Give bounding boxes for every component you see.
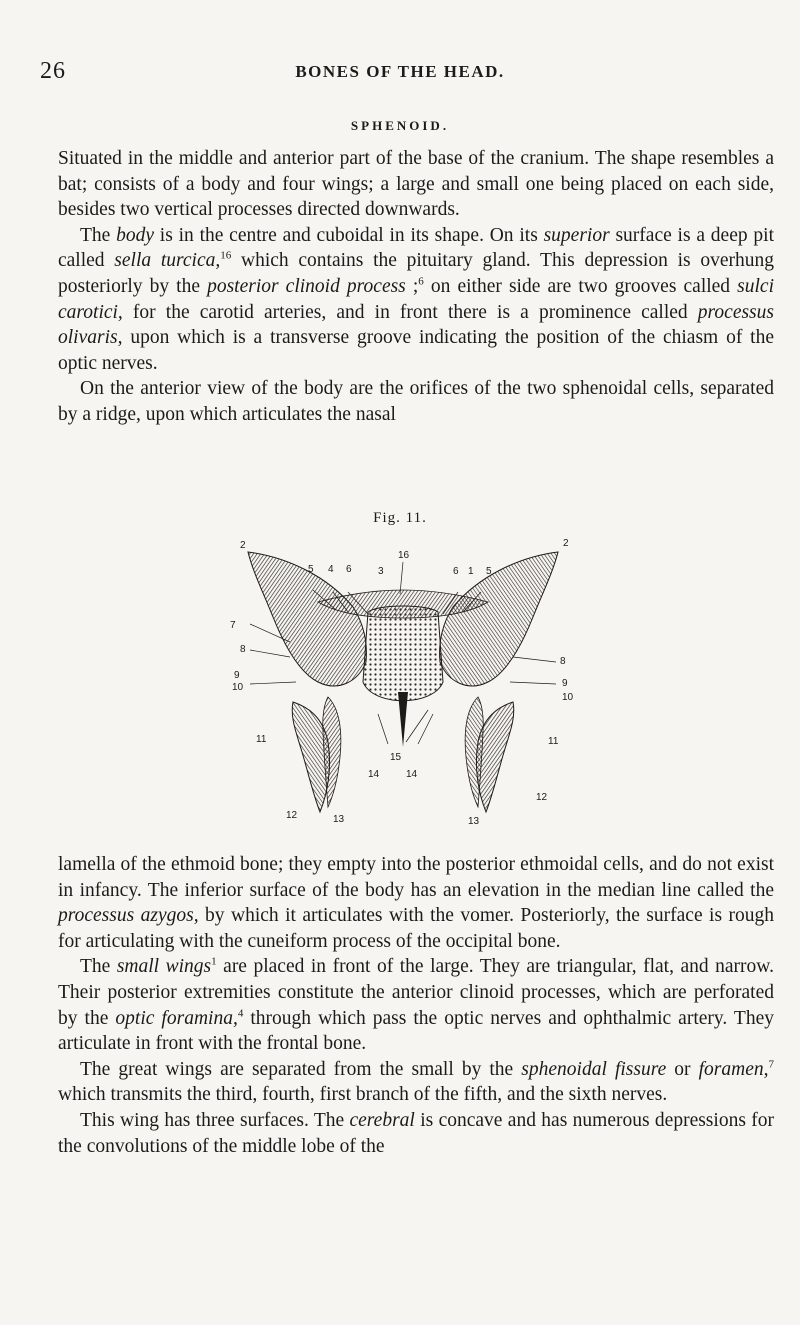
figure-ref: 16: [220, 249, 232, 262]
term-processus-azygos: processus azygos,: [58, 905, 199, 927]
label-9-left: 9: [234, 670, 240, 681]
term-sphenoidal-fissure: sphenoidal fissure: [521, 1058, 667, 1080]
label-13-left: 13: [333, 814, 345, 825]
label-14-left: 14: [368, 769, 380, 780]
body-text-bottom: [58, 852, 774, 1159]
body-text-top: [58, 146, 774, 428]
label-9-right: 9: [562, 678, 568, 689]
label-11-left: 11: [256, 734, 267, 745]
paragraph: lamella of the ethmoid bone; they empty into the posterior ethmoidal cells, and do not exist in infancy. The inferior surface of the body has an elevation in the median line called the processus azygos, by which it articulates with the vomer. Posteriorly, the surface is rough for articulating with the cuneiform process of the occipital bone.: [58, 854, 774, 952]
label-6-left: 6: [346, 564, 352, 575]
label-13-right: 13: [468, 816, 480, 827]
label-10-right: 10: [562, 692, 574, 703]
paragraph: The body is in the centre and cuboidal in its shape. On its superior surface is a deep pit called sella turcica,$^{16}$ which contains the pituitary gland. This depression is overhung posteriorly by the posterior clinoid process ;$^6$ on either side are two grooves called sulci carotici, for the carotid arteries, and in front there is a prominence called processus olivaris, upon which is a transverse groove indicating the position of the chiasm of the optic nerves.: [58, 224, 774, 374]
figure-ref: 1: [211, 955, 217, 968]
label-4: 4: [328, 564, 334, 575]
sphenoid-body: [363, 606, 443, 701]
term-optic-foramina: optic foramina,: [115, 1007, 238, 1029]
term-foramen: foramen,: [698, 1058, 769, 1080]
label-2-right: 2: [563, 538, 569, 549]
label-12-right: 12: [536, 792, 548, 803]
label-1: 1: [468, 566, 474, 577]
label-5-left: 5: [308, 564, 314, 575]
label-8-right: 8: [560, 656, 566, 667]
paragraph: The great wings are separated from the small by the sphenoidal fissure or foramen,$^7$ which transmits the third, fourth, first branch of the fifth, and the sixth nerves.: [58, 1058, 774, 1106]
paragraph: On the anterior view of the body are the orifices of the two sphenoidal cells, separated by a ridge, upon which articulates the nasal: [58, 378, 774, 425]
sphenoid-illustration: [228, 532, 578, 828]
term-posterior-clinoid-process: posterior clinoid process: [207, 275, 406, 297]
page-number: 26: [40, 58, 66, 84]
label-7: 7: [230, 620, 236, 631]
term-small-wings: small wings: [116, 956, 212, 978]
label-8-left: 8: [240, 644, 246, 655]
label-6-right: 6: [453, 566, 459, 577]
label-16: 16: [398, 550, 410, 561]
term-sulci-carotici: sulci carotici,: [58, 275, 774, 323]
term-superior: superior: [543, 224, 610, 246]
section-title: SPHENOID.: [350, 118, 450, 133]
figure-ref: 4: [237, 1007, 244, 1020]
term-processus-olivaris: processus olivaris,: [58, 301, 774, 349]
term-cerebral: cerebral: [349, 1109, 415, 1131]
label-15: 15: [390, 752, 402, 763]
label-2-left: 2: [240, 540, 246, 551]
paragraph: Situated in the middle and anterior part of the base of the cranium. The shape resembles a bat; consists of a body and four wings; a large and small one being placed on each side, besides two vertical processes directed downwards.: [58, 148, 774, 221]
label-11-right: 11: [548, 736, 559, 747]
paragraph: The small wings$^1$ are placed in front of the large. They are triangular, flat, and narrow. Their posterior extremities constitute the anterior clinoid processes, which are perforated by the optic foramina,$^4$ through which pass the optic nerves and ophthalmic artery. They articulate in front with the frontal bone.: [58, 955, 775, 1055]
term-body: body: [116, 224, 155, 246]
label-3: 3: [378, 566, 384, 577]
figure-ref: 7: [768, 1058, 774, 1071]
label-14-right: 14: [406, 769, 418, 780]
paragraph: This wing has three surfaces. The cerebral is concave and has numerous depressions for the convolutions of the middle lobe of the: [58, 1109, 774, 1157]
figure-ref: 6: [418, 275, 424, 288]
running-head: [40, 58, 760, 84]
label-10-left: 10: [232, 682, 244, 693]
running-title: BONES OF THE HEAD.: [295, 62, 505, 81]
label-5-right: 5: [486, 566, 492, 577]
label-12-left: 12: [286, 810, 298, 821]
term-sella-turcica: sella turcica,: [114, 250, 221, 272]
figure-caption: Fig. 11.: [373, 510, 427, 526]
